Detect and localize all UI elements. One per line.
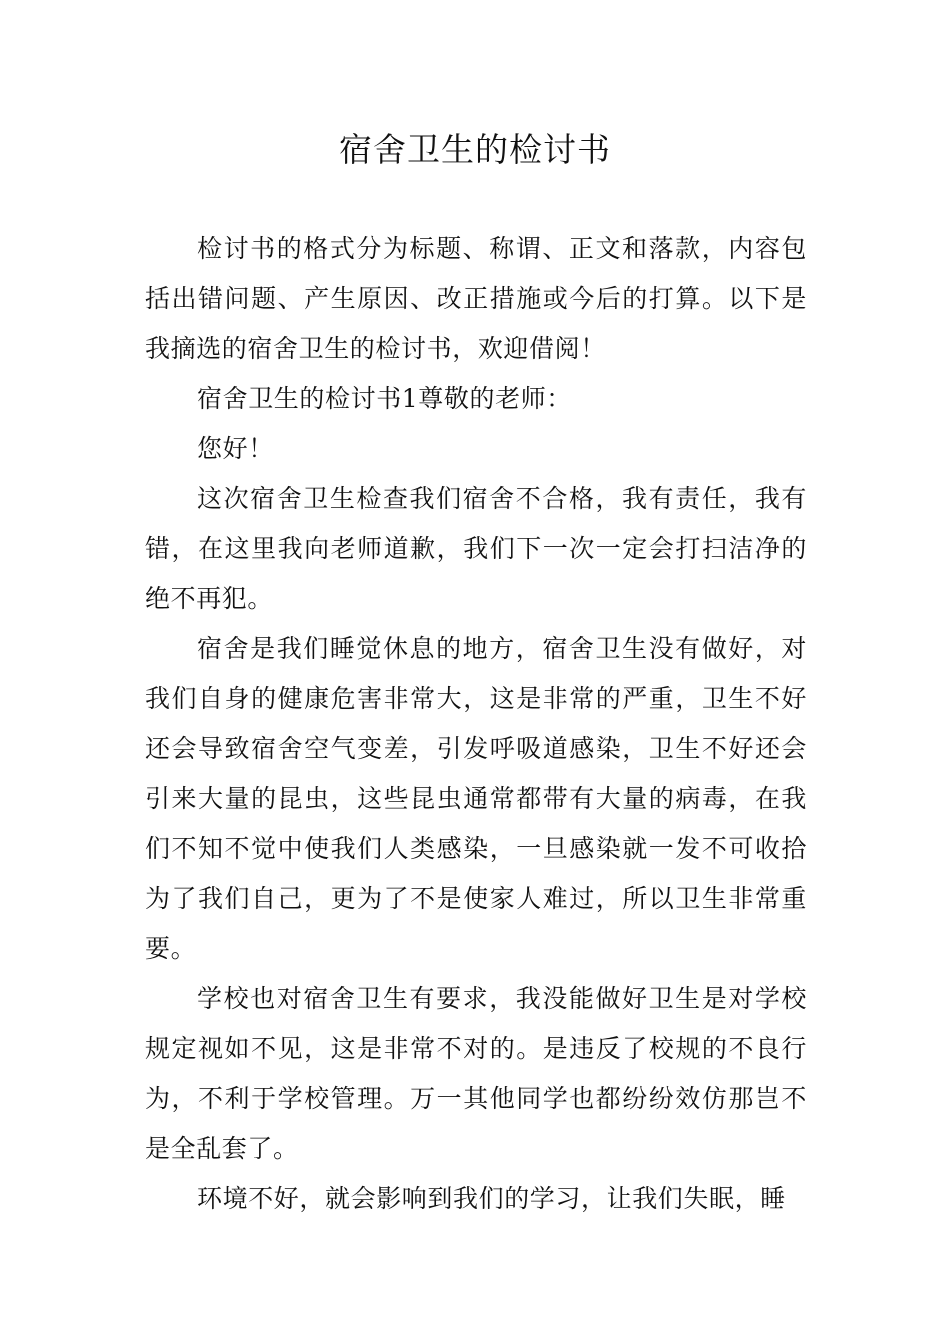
paragraph-salutation: 宿舍卫生的检讨书1尊敬的老师： — [197, 384, 572, 413]
paragraph-intro: 检讨书的格式分为标题、称谓、正文和落款，内容包括出错问题、产生原因、改正措施或今后的打算。以下是我摘选的宿舍卫生的检讨书，欢迎借阅！ — [145, 234, 807, 363]
paragraph-school-rules: 学校也对宿舍卫生有要求，我没能做好卫生是对学校规定视如不见，这是非常不对的。是违反了校规的不良行为，不利于学校管理。万一其他同学也都纷纷效仿那岂不是全乱套了。 — [145, 984, 807, 1163]
paragraph-greeting: 您好！ — [197, 434, 274, 463]
paragraph-health: 宿舍是我们睡觉休息的地方，宿舍卫生没有做好，对我们自身的健康危害非常大，这是非常的严重，卫生不好还会导致宿舍空气变差，引发呼吸道感染，卫生不好还会引来大量的昆虫，这些昆虫通常都带有大量的病毒，在我们不知不觉中使我们人类感染，一旦感染就一发不可收拾为了我们自己，更为了不是使家人难过，所以卫生非常重要。 — [145, 634, 807, 963]
paragraph-environment: 环境不好，就会影响到我们的学习，让我们失眠，睡 — [197, 1184, 786, 1213]
paragraph-apology: 这次宿舍卫生检查我们宿舍不合格，我有责任，我有错，在这里我向老师道歉，我们下一次一定会打扫洁净的绝不再犯。 — [145, 484, 807, 613]
document-body — [145, 224, 807, 1224]
document-title: 宿舍卫生的检讨书 — [339, 130, 611, 169]
